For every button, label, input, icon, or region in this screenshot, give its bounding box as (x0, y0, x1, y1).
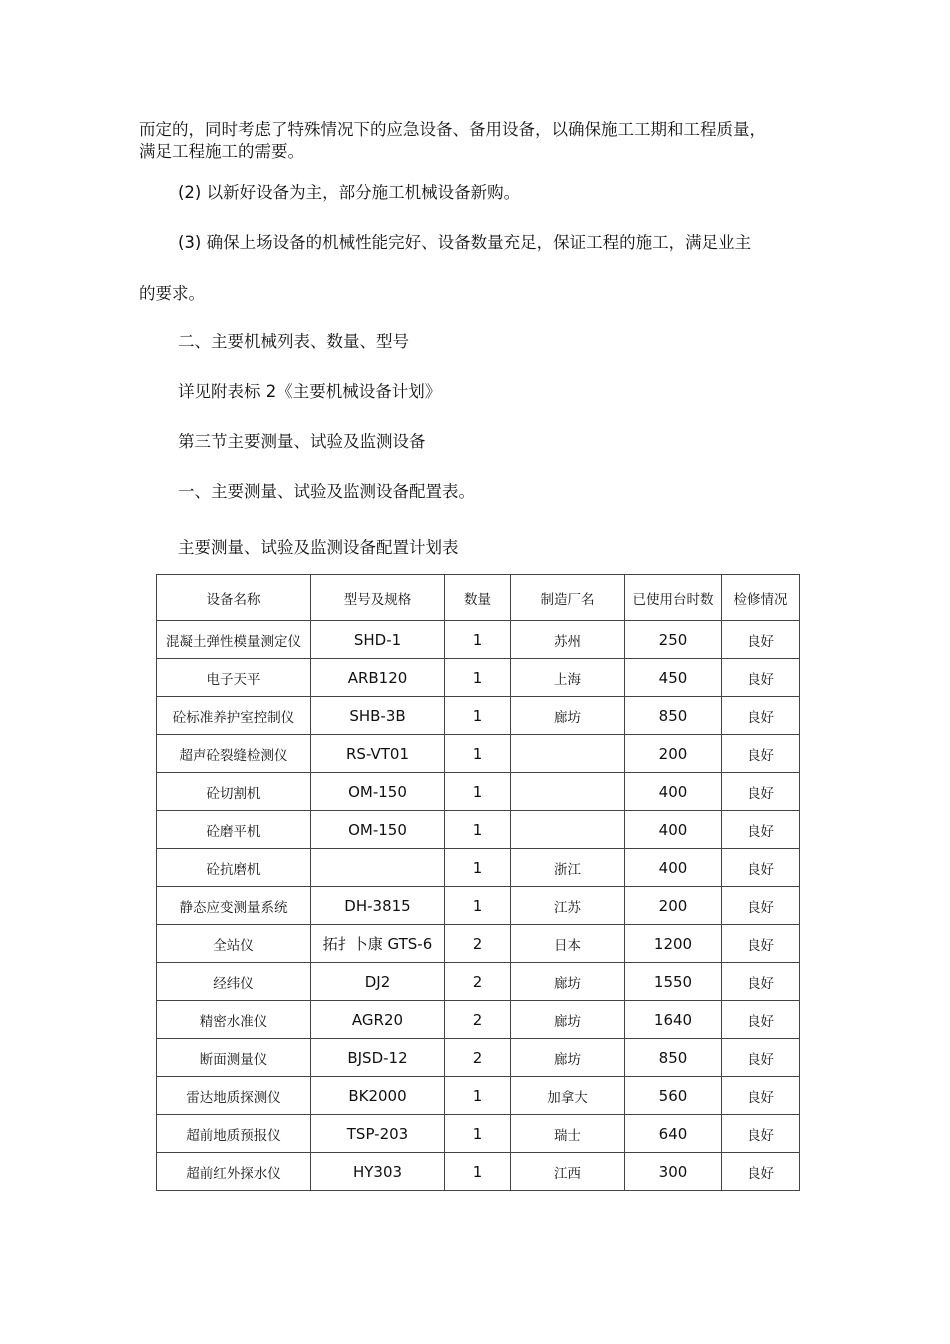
cell-quantity: 1 (445, 811, 511, 849)
cell-name: 超声砼裂缝检测仪 (157, 735, 311, 773)
cell-model: SHB-3B (311, 697, 445, 735)
cell-hours-used: 200 (625, 735, 722, 773)
table-row (157, 1039, 800, 1077)
cell-manufacturer: 日本 (511, 925, 625, 963)
cell-name: 超前红外探水仪 (157, 1153, 311, 1191)
reference-line: 详见附表标 2《主要机械设备计划》 (178, 382, 442, 401)
table-row (157, 697, 800, 735)
cell-manufacturer: 上海 (511, 659, 625, 697)
cell-quantity: 2 (445, 1001, 511, 1039)
cell-quantity: 1 (445, 659, 511, 697)
cell-condition: 良好 (722, 735, 800, 773)
cell-manufacturer: 江苏 (511, 887, 625, 925)
cell-quantity: 1 (445, 887, 511, 925)
cell-name: 静态应变测量系统 (157, 887, 311, 925)
header-cell: 制造厂名 (511, 575, 625, 621)
cell-model: OM-150 (311, 811, 445, 849)
cell-hours-used: 560 (625, 1077, 722, 1115)
cell-manufacturer: 江西 (511, 1153, 625, 1191)
cell-name: 超前地质预报仪 (157, 1115, 311, 1153)
cell-hours-used: 1550 (625, 963, 722, 1001)
header-cell: 设备名称 (157, 575, 311, 621)
table-row (157, 811, 800, 849)
table-row (157, 925, 800, 963)
cell-manufacturer (511, 735, 625, 773)
cell-condition: 良好 (722, 1077, 800, 1115)
header-cell: 型号及规格 (311, 575, 445, 621)
cell-model: AGR20 (311, 1001, 445, 1039)
cell-condition: 良好 (722, 1001, 800, 1039)
table-row (157, 735, 800, 773)
cell-manufacturer: 廊坊 (511, 963, 625, 1001)
cell-manufacturer: 苏州 (511, 621, 625, 659)
table-row (157, 773, 800, 811)
header-cell: 检修情况 (722, 575, 800, 621)
paragraph-3-line-2: 的要求。 (139, 284, 205, 303)
cell-condition: 良好 (722, 697, 800, 735)
cell-name: 砼磨平机 (157, 811, 311, 849)
table-row (157, 1001, 800, 1039)
cell-condition: 良好 (722, 1153, 800, 1191)
cell-name: 经纬仪 (157, 963, 311, 1001)
cell-condition: 良好 (722, 1039, 800, 1077)
cell-manufacturer: 浙江 (511, 849, 625, 887)
cell-manufacturer (511, 773, 625, 811)
cell-condition: 良好 (722, 621, 800, 659)
cell-quantity: 1 (445, 735, 511, 773)
cell-model: HY303 (311, 1153, 445, 1191)
cell-name: 全站仪 (157, 925, 311, 963)
cell-condition: 良好 (722, 963, 800, 1001)
cell-condition: 良好 (722, 849, 800, 887)
cell-name: 砼切割机 (157, 773, 311, 811)
cell-manufacturer (511, 811, 625, 849)
cell-hours-used: 300 (625, 1153, 722, 1191)
cell-quantity: 1 (445, 621, 511, 659)
cell-model: BK2000 (311, 1077, 445, 1115)
cell-hours-used: 400 (625, 849, 722, 887)
heading-config-table: 一、主要测量、试验及监测设备配置表。 (178, 482, 475, 501)
cell-hours-used: 850 (625, 1039, 722, 1077)
cell-manufacturer: 廊坊 (511, 1001, 625, 1039)
paragraph-3-line-1: (3) 确保上场设备的机械性能完好、设备数量充足，保证工程的施工，满足业主 (178, 233, 752, 252)
header-cell: 已使用台时数 (625, 575, 722, 621)
cell-model: RS-VT01 (311, 735, 445, 773)
cell-condition: 良好 (722, 659, 800, 697)
cell-name: 精密水准仪 (157, 1001, 311, 1039)
cell-hours-used: 400 (625, 773, 722, 811)
table-row (157, 1077, 800, 1115)
cell-hours-used: 1200 (625, 925, 722, 963)
cell-model: ARB120 (311, 659, 445, 697)
cell-model: OM-150 (311, 773, 445, 811)
cell-manufacturer: 廊坊 (511, 697, 625, 735)
cell-model: BJSD-12 (311, 1039, 445, 1077)
cell-condition: 良好 (722, 887, 800, 925)
paragraph-1-line-2: 满足工程施工的需要。 (139, 142, 304, 161)
cell-hours-used: 450 (625, 659, 722, 697)
cell-quantity: 2 (445, 963, 511, 1001)
cell-condition: 良好 (722, 925, 800, 963)
cell-hours-used: 250 (625, 621, 722, 659)
cell-hours-used: 200 (625, 887, 722, 925)
cell-quantity: 1 (445, 773, 511, 811)
table-title: 主要测量、试验及监测设备配置计划表 (178, 538, 459, 557)
header-cell: 数量 (445, 575, 511, 621)
table-row (157, 621, 800, 659)
cell-manufacturer: 廊坊 (511, 1039, 625, 1077)
cell-hours-used: 400 (625, 811, 722, 849)
paragraph-1-line-1: 而定的，同时考虑了特殊情况下的应急设备、备用设备，以确保施工工期和工程质量， (139, 120, 766, 139)
cell-manufacturer: 加拿大 (511, 1077, 625, 1115)
cell-hours-used: 640 (625, 1115, 722, 1153)
cell-quantity: 1 (445, 1077, 511, 1115)
cell-name: 砼标准养护室控制仪 (157, 697, 311, 735)
cell-name: 砼抗磨机 (157, 849, 311, 887)
section-3-heading: 第三节主要测量、试验及监测设备 (178, 432, 426, 451)
cell-model (311, 849, 445, 887)
table-header-row (157, 575, 800, 621)
table-row (157, 887, 800, 925)
cell-quantity: 2 (445, 1039, 511, 1077)
cell-quantity: 1 (445, 1153, 511, 1191)
heading-main-machinery-list: 二、主要机械列表、数量、型号 (178, 332, 409, 351)
cell-model: DH-3815 (311, 887, 445, 925)
cell-name: 雷达地质探测仪 (157, 1077, 311, 1115)
cell-condition: 良好 (722, 811, 800, 849)
cell-quantity: 2 (445, 925, 511, 963)
cell-name: 断面测量仪 (157, 1039, 311, 1077)
cell-quantity: 1 (445, 697, 511, 735)
equipment-table (156, 574, 800, 1191)
cell-manufacturer: 瑞士 (511, 1115, 625, 1153)
cell-model: 拓扌卜康 GTS-6 (311, 925, 445, 963)
cell-name: 混凝土弹性模量测定仪 (157, 621, 311, 659)
cell-hours-used: 850 (625, 697, 722, 735)
table-row (157, 849, 800, 887)
table-row (157, 963, 800, 1001)
cell-model: DJ2 (311, 963, 445, 1001)
cell-hours-used: 1640 (625, 1001, 722, 1039)
table-row (157, 1115, 800, 1153)
table-row (157, 1153, 800, 1191)
paragraph-2: (2) 以新好设备为主，部分施工机械设备新购。 (178, 183, 521, 202)
cell-condition: 良好 (722, 773, 800, 811)
cell-condition: 良好 (722, 1115, 800, 1153)
cell-model: TSP-203 (311, 1115, 445, 1153)
cell-quantity: 1 (445, 849, 511, 887)
table-row (157, 659, 800, 697)
cell-name: 电子天平 (157, 659, 311, 697)
cell-quantity: 1 (445, 1115, 511, 1153)
cell-model: SHD-1 (311, 621, 445, 659)
